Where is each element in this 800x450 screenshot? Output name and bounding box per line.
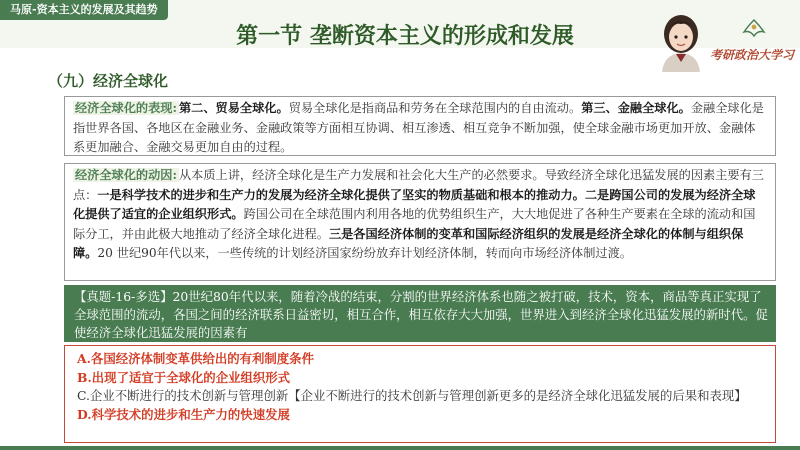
option-a: A.各国经济体制变革供给出的有利制度条件 [77, 351, 314, 366]
finance-text: 金融全球化是指世界各国、各地区在金融业务、金融政策等方面相互协调、相互渗透、相互竞争不断加强，使全球金融市场更加开放、金融体系更加融合、金融交易更加自由的过程。 [73, 101, 764, 154]
option-d: D.科学技术的进步和生产力的快速发展 [77, 406, 290, 422]
cause-two: 二是跨国公司的发展为经济全球化提供了适宜的企业组织形式。 [73, 187, 756, 221]
finance-heading: 第三、金融全球化。 [581, 101, 691, 115]
exam-question-box [64, 285, 776, 342]
teacher-avatar-icon [654, 10, 708, 72]
option-b: B.出现了适宜于全球化的企业组织形式 [77, 369, 291, 385]
cause-three: 三是各国经济体制的变革和国际经济组织的发展是经济全球化的体制与组织保障。 [73, 226, 744, 260]
trade-heading: 第二、贸易全球化。 [179, 101, 289, 115]
exam-question-text: 【真题-16-多选】20世纪80年代以来，随着冷战的结束，分割的世界经济体系也随之被打破，技术，资本，商品等真正实现了全球范围的流动，各国之间的经济联系日益密切，相互合作，相互依存大大加强，世界进入到经济全球化迅猛发展的新时代。促使经济全球化迅猛发展的因素有 [74, 289, 768, 340]
course-tag: 马原-资本主义的发展及其趋势 [0, 0, 168, 20]
globalization-causes-box [64, 163, 776, 281]
section-heading: （九）经济全球化 [48, 72, 169, 90]
manifestation-label: 经济全球化的表现: [75, 101, 177, 115]
cause-one: 一是科学技术的进步和生产力的发展为经济全球化提供了坚实的物质基础和根本的推动力。 [97, 187, 585, 202]
globalization-manifestation-box [64, 96, 776, 156]
brand [706, 26, 796, 66]
cause-two-detail: 跨国公司在全球范围内利用各地的优势组织生产，大大地促进了各种生产要素在全球的流动和国际分工，并由此极大地推动了经济全球化进程。 [73, 207, 756, 241]
trade-text: 贸易全球化是指商品和劳务在全球范围内的自由流动。 [288, 101, 582, 115]
causes-label: 经济全球化的动因: [75, 168, 177, 182]
cause-three-detail: 20 世纪90年代以来，一些传统的计划经济国家纷纷放弃计划经济体制，转而向市场经济体制过渡。 [97, 246, 632, 260]
brand-logo-icon [740, 18, 768, 40]
answers-box [64, 345, 776, 443]
option-c: C.企业不断进行的技术创新与管理创新【企业不断进行的技术创新与管理创新更多的是经济全球化迅猛发展的后果和表现】 [77, 388, 747, 403]
bottom-line [0, 446, 800, 450]
brand-text: 考研政治大学习 [709, 48, 794, 62]
slide-title: 第一节 垄断资本主义的形成和发展 [236, 24, 574, 49]
causes-intro: 从本质上讲，经济全球化是生产力发展和社会化大生产的必然要求。导致经济全球化迅猛发展的因素主要有三点： [73, 168, 764, 202]
